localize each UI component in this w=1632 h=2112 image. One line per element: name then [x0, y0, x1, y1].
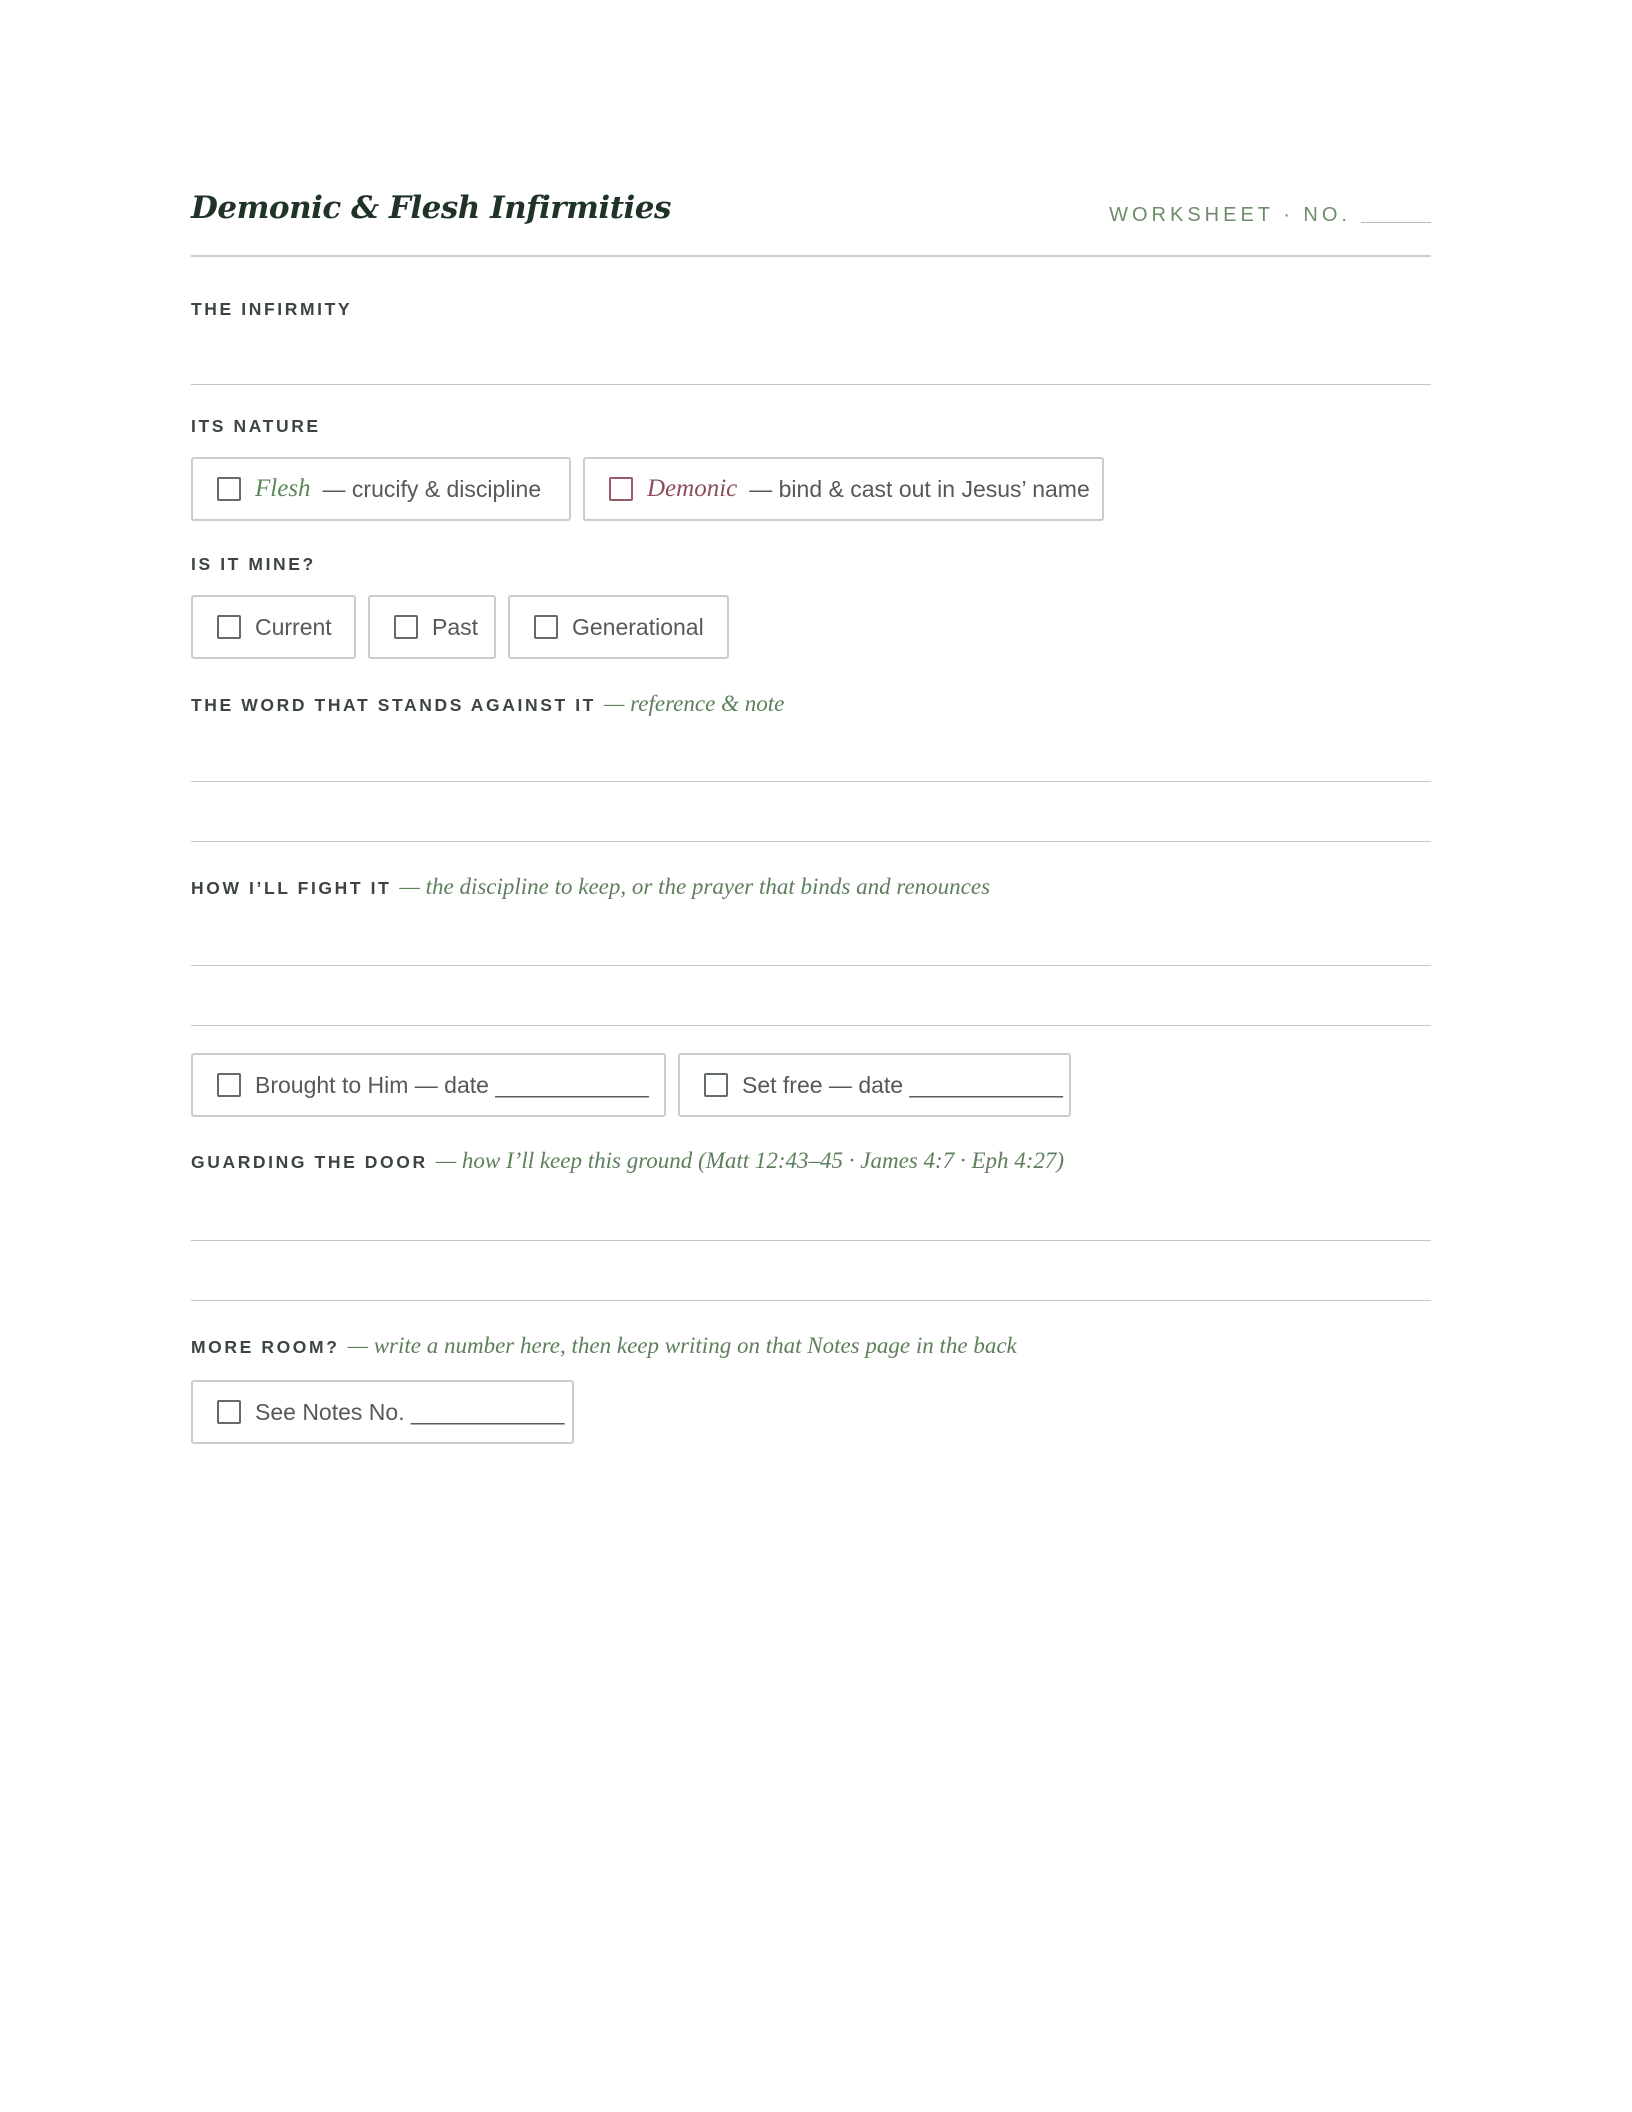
- word-label-text: THE WORD THAT STANDS AGAINST IT: [191, 695, 596, 715]
- current-label: Current: [255, 613, 332, 640]
- see-notes-label: See Notes No. ____________: [255, 1398, 565, 1425]
- worksheet-number-field[interactable]: [1361, 222, 1431, 223]
- demonic-term: Demonic: [647, 475, 738, 502]
- set-free-option[interactable]: [678, 1053, 1071, 1117]
- set-free-checkbox[interactable]: [704, 1073, 728, 1097]
- flesh-checkbox[interactable]: [217, 477, 241, 501]
- fight-write-line-2[interactable]: [191, 1025, 1431, 1026]
- fight-label: [191, 874, 990, 900]
- word-hint: — reference & note: [603, 691, 785, 716]
- guard-label: [191, 1148, 1064, 1174]
- word-label: [191, 691, 784, 717]
- guard-label-text: GUARDING THE DOOR: [191, 1152, 428, 1172]
- brought-to-him-label: Brought to Him — date ____________: [255, 1071, 649, 1098]
- guard-hint: — how I’ll keep this ground (Matt 12:43–45 · James 4:7 · Eph 4:27): [435, 1148, 1065, 1173]
- generational-label: Generational: [572, 613, 704, 640]
- header-divider: [191, 255, 1431, 257]
- brought-to-him-checkbox[interactable]: [217, 1073, 241, 1097]
- mine-option-current[interactable]: [191, 595, 356, 659]
- infirmity-write-line[interactable]: [191, 384, 1431, 385]
- past-checkbox[interactable]: [394, 615, 418, 639]
- worksheet-number-label: WORKSHEET · NO.: [1109, 204, 1351, 226]
- word-write-line-1[interactable]: [191, 781, 1431, 782]
- fight-hint: — the discipline to keep, or the prayer that binds and renounces: [399, 874, 991, 899]
- demonic-description: — bind & cast out in Jesus’ name: [749, 475, 1090, 502]
- word-write-line-2[interactable]: [191, 841, 1431, 842]
- fight-label-text: HOW I’LL FIGHT IT: [191, 878, 392, 898]
- brought-to-him-option[interactable]: [191, 1053, 666, 1117]
- past-label: Past: [432, 613, 479, 640]
- worksheet-page: [191, 0, 1431, 2112]
- generational-checkbox[interactable]: [534, 615, 558, 639]
- nature-option-demonic[interactable]: [583, 457, 1104, 521]
- nature-option-flesh[interactable]: [191, 457, 571, 521]
- flesh-description: — crucify & discipline: [322, 475, 542, 502]
- more-room-label: [191, 1333, 1017, 1359]
- flesh-term: Flesh: [255, 475, 311, 502]
- more-room-label-text: MORE ROOM?: [191, 1337, 340, 1357]
- worksheet-number: [1109, 204, 1431, 227]
- more-room-hint: — write a number here, then keep writing on that Notes page in the back: [347, 1333, 1017, 1358]
- set-free-label: Set free — date ____________: [742, 1071, 1063, 1098]
- worksheet-header: [191, 190, 1431, 260]
- mine-option-generational[interactable]: [508, 595, 729, 659]
- guard-write-line-2[interactable]: [191, 1300, 1431, 1301]
- fight-write-line-1[interactable]: [191, 965, 1431, 966]
- current-checkbox[interactable]: [217, 615, 241, 639]
- mine-option-past[interactable]: [368, 595, 496, 659]
- page-title: Demonic & Flesh Infirmities: [191, 190, 671, 226]
- nature-label: ITS NATURE: [191, 416, 321, 436]
- mine-label: IS IT MINE?: [191, 554, 316, 574]
- see-notes-checkbox[interactable]: [217, 1400, 241, 1424]
- demonic-checkbox[interactable]: [609, 477, 633, 501]
- see-notes-option[interactable]: [191, 1380, 574, 1444]
- infirmity-label: THE INFIRMITY: [191, 299, 353, 319]
- guard-write-line-1[interactable]: [191, 1240, 1431, 1241]
